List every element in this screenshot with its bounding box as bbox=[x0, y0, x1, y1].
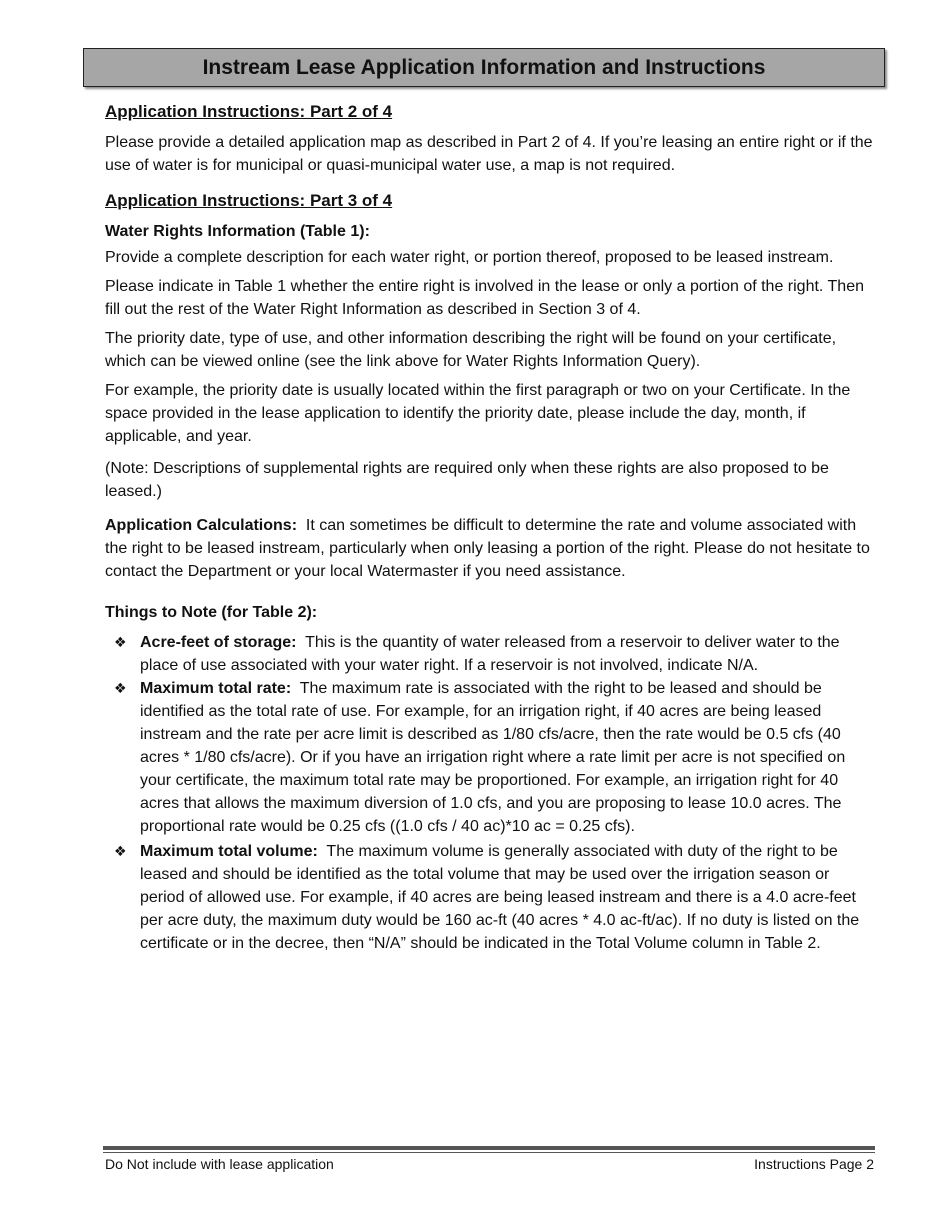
notes-list bbox=[105, 631, 875, 955]
note-text: The maximum rate is associated with the right to be leased and should be identified as the total rate of use. For example, for an irrigation right, if 40 acres are being leased instream and the rate per acre limit is described as 1/80 cfs/acre, then the rate would be 0.5 cfs (40 acres * 1/80 cfs/acre). Or if you have an irrigation right where a rate limit per acre is not specified on your certificate, the maximum total rate may be proportioned. For example, an irrigation right for 40 acres that allows the maximum diversion of 1.0 cfs, and you are proposing to lease 10.0 acres. The proportional rate would be 0.25 cfs ((1.0 cfs / 40 ac)*10 ac = 0.25 cfs). bbox=[140, 680, 846, 835]
part2-text: Please provide a detailed application map as described in Part 2 of 4. If you’re leasing an entire right or if the use of water is for municipal or quasi-municipal water use, a map is not required. bbox=[105, 134, 873, 174]
list-item bbox=[105, 840, 875, 955]
note-label: Acre-feet of storage: bbox=[140, 634, 297, 651]
diamond-bullet-icon: ❖ bbox=[114, 680, 127, 696]
note-label: Maximum total rate: bbox=[140, 680, 292, 697]
footer-left-text: Do Not include with lease application bbox=[105, 1156, 334, 1172]
calculations-paragraph bbox=[105, 514, 875, 583]
calculations-label: Application Calculations: bbox=[105, 517, 298, 534]
document-body bbox=[105, 100, 875, 955]
paragraph: For example, the priority date is usually located within the first paragraph or two on your Certificate. In the space provided in the lease application to identify the priority date, please include the day, month, if applicable, and year. bbox=[105, 382, 851, 445]
calculations-text: It can sometimes be difficult to determine the rate and volume associated with the right to be leased instream, particularly when only leasing a portion of the right. Please do not hesitate to contact the Department or your local Watermaster if you need assistance. bbox=[105, 517, 870, 580]
list-item bbox=[105, 631, 875, 677]
page-title: Instream Lease Application Information and Instructions bbox=[202, 55, 766, 79]
note-text: The maximum volume is generally associated with duty of the right to be leased and should be identified as the total volume that may be used over the irrigation season or period of allowed use. For example, if 40 acres are being leased instream and there is a 4.0 acre-feet per acre duty, the maximum duty would be 160 ac-ft (40 acres * 4.0 ac-ft/ac). If no duty is listed on the certificate or in the decree, then “N/A” should be indicated in the Total Volume column in Table 2. bbox=[140, 843, 860, 952]
list-item bbox=[105, 677, 875, 838]
paragraph: Provide a complete description for each water right, or portion thereof, proposed to be leased instream. bbox=[105, 249, 834, 266]
note-label: Maximum total volume: bbox=[140, 843, 318, 860]
diamond-bullet-icon: ❖ bbox=[114, 843, 127, 859]
footer-divider bbox=[103, 1146, 875, 1153]
note-text: This is the quantity of water released from a reservoir to deliver water to the place of use associated with your water right. If a reservoir is not involved, indicate N/A. bbox=[140, 634, 840, 674]
note-paragraph: (Note: Descriptions of supplemental rights are required only when these rights are also proposed to be leased.) bbox=[105, 460, 829, 500]
part2-heading: Application Instructions: Part 2 of 4 bbox=[105, 102, 393, 121]
water-rights-heading: Water Rights Information (Table 1): bbox=[105, 223, 370, 240]
notes-heading: Things to Note (for Table 2): bbox=[105, 604, 318, 621]
part3-heading: Application Instructions: Part 3 of 4 bbox=[105, 191, 393, 210]
paragraph: Please indicate in Table 1 whether the entire right is involved in the lease or only a portion of the right. Then fill out the rest of the Water Right Information as described in Section 3 of 4. bbox=[105, 278, 864, 318]
paragraph: The priority date, type of use, and other information describing the right will be found on your certificate, which can be viewed online (see the link above for Water Rights Information Query). bbox=[105, 330, 837, 370]
footer-page-label: Instructions Page 2 bbox=[754, 1156, 874, 1172]
title-banner bbox=[83, 48, 885, 87]
diamond-bullet-icon: ❖ bbox=[114, 634, 127, 650]
